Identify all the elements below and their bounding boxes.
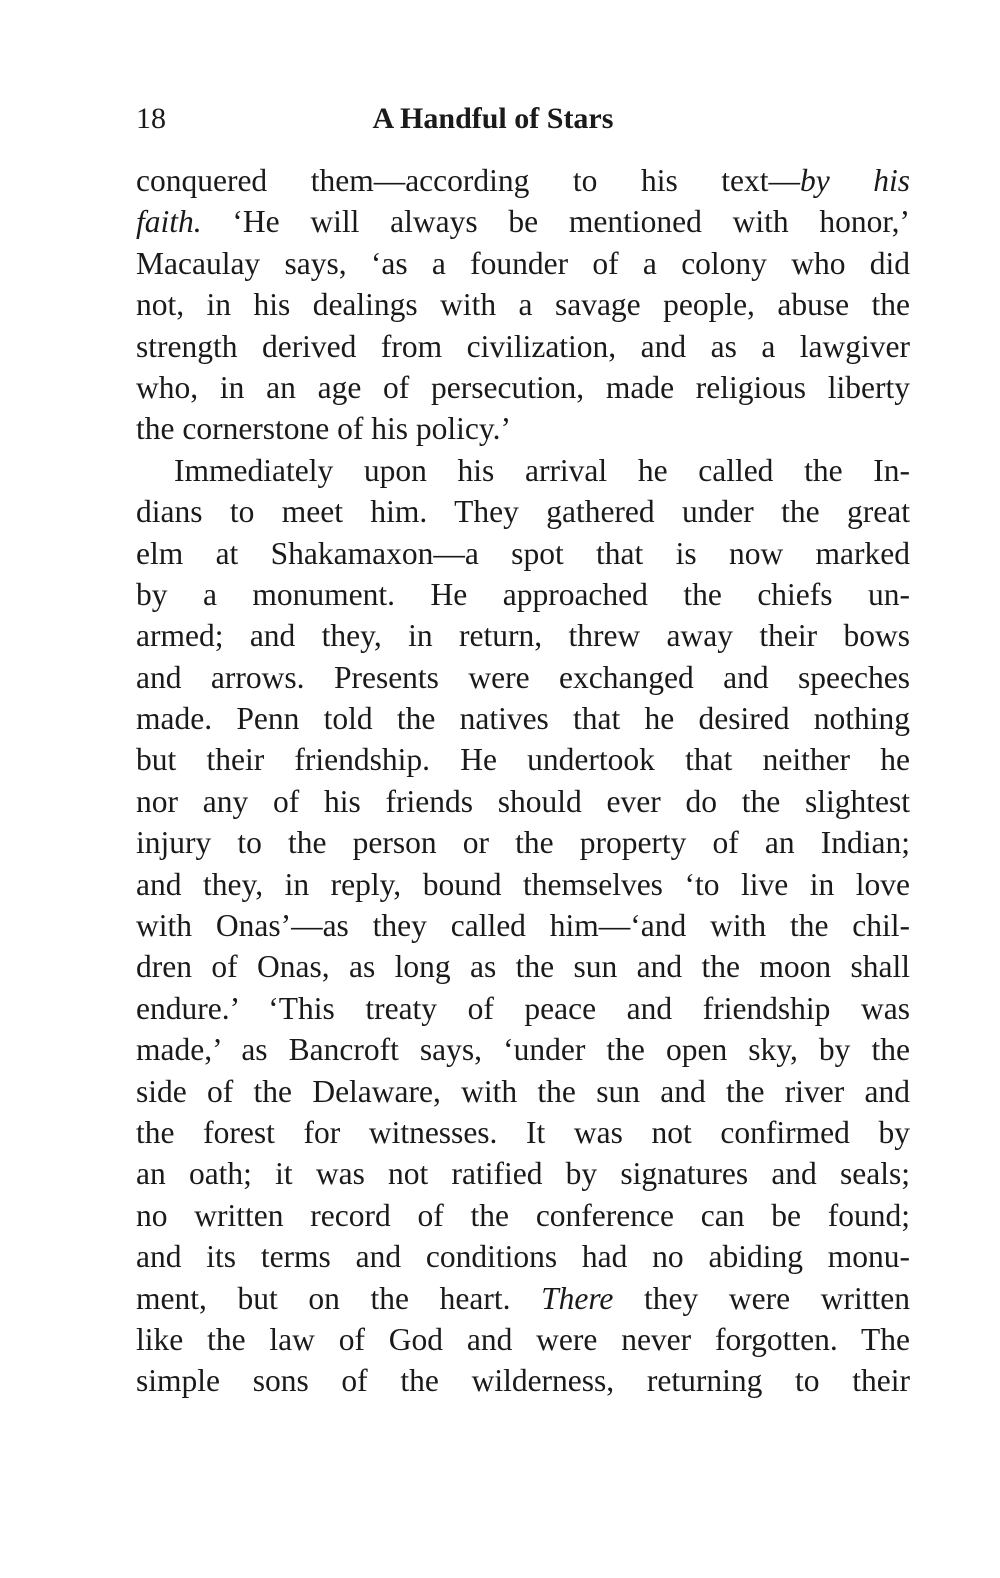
text-segment: and arrows. Presents were exchanged and speeches [136, 659, 910, 695]
text-segment: by a monument. He approached the chiefs un- [136, 576, 910, 612]
text-segment: but their friendship. He undertook that neither he [136, 742, 910, 778]
text-segment: ment, but on the heart. [136, 1280, 542, 1316]
text-segment: not, in his dealings with a savage people, abuse the [136, 287, 910, 323]
text-line [136, 698, 910, 739]
text-segment: Immediately upon his arrival he called the In- [174, 452, 910, 488]
text-line [136, 1029, 910, 1070]
text-line [136, 201, 910, 242]
paragraph [136, 450, 910, 1402]
text-segment: and its terms and conditions had no abiding monu- [136, 1239, 910, 1275]
text-line [136, 1112, 910, 1153]
text-line [136, 988, 910, 1029]
text-line [136, 1071, 910, 1112]
text-line [136, 1360, 910, 1401]
text-segment: who, in an age of persecution, made religious liberty [136, 369, 910, 405]
italic-text: by his [799, 163, 910, 198]
text-line [136, 1278, 910, 1319]
page-header [136, 98, 910, 140]
running-title: A Handful of Stars [372, 102, 614, 135]
text-segment: made,’ as Bancroft says, ‘under the open sky, by the [136, 1032, 910, 1068]
text-line [136, 905, 910, 946]
text-segment: elm at Shakamaxon—a spot that is now marked [136, 535, 910, 571]
text-line [136, 408, 910, 449]
text-segment: injury to the person or the property of an Indian; [136, 825, 910, 861]
text-line [136, 739, 910, 780]
paragraph [136, 160, 910, 450]
text-segment: dians to meet him. They gathered under the great [136, 494, 910, 530]
text-line [136, 450, 910, 491]
text-line [136, 946, 910, 987]
text-line [136, 1319, 910, 1360]
text-segment: they were written [613, 1280, 910, 1316]
text-segment: with Onas’—as they called him—‘and with the chil- [136, 908, 910, 944]
text-line [136, 1236, 910, 1277]
text-line [136, 243, 910, 284]
italic-text: faith. [136, 204, 202, 240]
text-segment: no written record of the conference can be found; [136, 1197, 910, 1233]
text-segment: made. Penn told the natives that he desired nothing [136, 701, 910, 737]
body-text [136, 160, 910, 1402]
text-segment: strength derived from civilization, and as a lawgiver [136, 328, 910, 364]
text-line [136, 574, 910, 615]
text-segment: dren of Onas, as long as the sun and the moon shall [136, 949, 910, 985]
text-segment: ‘He will always be mentioned with honor,’ [201, 204, 910, 240]
text-segment: the cornerstone of his policy.’ [136, 411, 511, 447]
text-segment: side of the Delaware, with the sun and the river and [136, 1073, 910, 1109]
text-segment: conquered them—according to his text— [136, 163, 800, 198]
italic-text: There [541, 1280, 614, 1316]
text-segment: simple sons of the wilderness, returning to their [136, 1363, 910, 1399]
text-line [136, 657, 910, 698]
text-segment: like the law of God and were never forgotten. The [136, 1321, 910, 1357]
text-line [136, 1195, 910, 1236]
text-segment: and they, in reply, bound themselves ‘to live in love [136, 866, 910, 902]
text-line [136, 367, 910, 408]
text-line [136, 284, 910, 325]
text-line [136, 864, 910, 905]
text-line [136, 1153, 910, 1194]
text-line [136, 326, 910, 367]
text-line [136, 491, 910, 532]
text-line [136, 822, 910, 863]
text-segment: Macaulay says, ‘as a founder of a colony who did [136, 245, 910, 281]
text-line [136, 615, 910, 656]
text-segment: an oath; it was not ratified by signatures and seals; [136, 1156, 910, 1192]
text-line [136, 533, 910, 574]
text-segment: nor any of his friends should ever do the slightest [136, 783, 910, 819]
text-segment: the forest for witnesses. It was not confirmed by [136, 1114, 910, 1150]
text-segment: endure.’ ‘This treaty of peace and friendship was [136, 990, 910, 1026]
text-line [136, 781, 910, 822]
text-segment: armed; and they, in return, threw away their bows [136, 618, 910, 654]
page-number: 18 [136, 102, 166, 135]
text-line [136, 160, 910, 201]
